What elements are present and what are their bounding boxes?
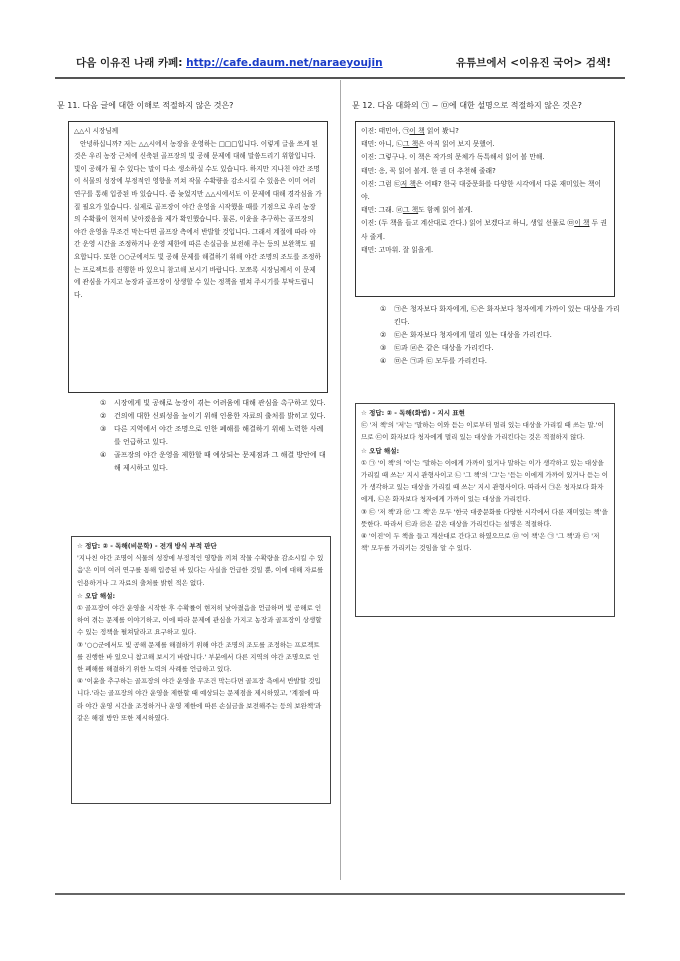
cafe-label: 다음 이유진 나래 카페: [76, 57, 187, 69]
answer-explanation: ㉢ '저 책'의 '저'는 '말하는 이와 듣는 이로부터 멀리 있는 대상을 가리킬 때 쓰는 말.'이므로 ㉢이 화자보다 청자에게 멀리 있는 대상을 가리킨다는 것은 적절하지 않다. [361, 421, 604, 442]
dialogue-line: 태민: 아니, ㉡그 책은 아직 읽어 보지 못했어. [361, 140, 495, 149]
wrong-heading: ☆ 오답 해설: [77, 591, 116, 600]
dialogue-line: 이진: 그럼 ㉢저 책은 어때? 한국 대중문화를 다양한 시각에서 다룬 재미있는 책이야. [361, 179, 602, 202]
wrong-item: ③ ㉢ '저 책'과 ㉣ '그 책'은 모두 '한국 대중문화를 다양한 시각에서 다룬 재미있는 책'을 뜻한다. 따라서 ㉢과 ㉣은 같은 대상을 가리킨다는 설명은 적절하다. [361, 507, 608, 528]
youtube-info: 유튜브에서 <이유진 국어> 검색! [455, 57, 611, 69]
option[interactable]: ① 시장에게 빛 공해로 농장이 겪는 어려움에 대해 관심을 촉구하고 있다. [100, 399, 326, 407]
wrong-item: ① ㉠ '이 책'의 '이'는 '말하는 이에게 가까이 있거나 말하는 이가 생각하고 있는 대상을 가리킬 때 쓰는' 지시 관형사이고 ㉡ '그 책'의 '그'는 '듣는 이에게 가까이 있거나 듣는 이가 생각하고 있는 대상을 가리킬 때 쓰는' 지시 관형사이다. 따라서 ㉠은 청자보다 화자에게, ㉡은 화자보다 청자에게 가까이 있는 대상을 가리킨다. [361, 458, 609, 504]
q12-options [380, 303, 620, 368]
column-divider [340, 80, 341, 880]
q12-title: 문 12. 다음 대화의 ㉠ ~ ㉤에 대한 설명으로 적절하지 않은 것은? [352, 101, 582, 110]
q11-passage [68, 121, 328, 393]
passage-body: 안녕하십니까? 저는 △△시에서 농장을 운영하는 □□□입니다. 이렇게 글을 쓰게 된 것은 우리 농장 근처에 신축된 골프장의 빛 공해 문제에 대해 말씀드리기 위함입니다. 빛이 공해가 될 수 있다는 말이 다소 생소하실 수도 있습니다. 하지만 지나친 야간 조명이 식물의 성장에 부정적인 영향을 끼쳐 작물 수확량을 감소시킬 수 있음은 이미 여러 연구를 통해 입증된 바 있습니다. 좀 늦었지만 △△시에서도 이 문제에 대해 경각심을 가질 필요가 있습니다. 실제로 골프장이 야간 운영을 시작했을 때를 기점으로 우리 농장의 수확률이 현저히 낮아졌음을 제가 확인했습니다. 물론, 이윤을 추구하는 골프장의 야간 운영을 무조건 막는다면 골프장 측에서 반발할 것입니다. 그래서 계절에 따라 야간 운영 시간을 조정하거나 운영 제한에 따른 손실금을 보전해 주는 등의 보완책도 필요합니다. 또한 ○○군에서도 빛 공해 문제를 해결하기 위해 야간 조명의 조도를 조정하는 프로젝트를 진행한 바 있으니 참고해 보시기 바랍니다. 모쪼록 시장님께서 이 문제에 관심을 가지고 농장과 골프장이 상생할 수 있는 정책을 펼쳐 주시기를 부탁드립니다. [74, 139, 322, 299]
q12-dialogue [355, 121, 615, 297]
cafe-link[interactable]: http://cafe.daum.net/naraeyoujin [186, 57, 383, 69]
answer-explanation: '지나친 야간 조명이 식물의 성장에 부정적인 영향을 끼쳐 작물 수확량을 감소시킬 수 있음'은 이미 여러 연구를 통해 입증된 바 있다는 사실을 언급한 것일 뿐, 이에 대해 자료를 인용하거나 그 자료의 출처를 밝힌 적은 없다. [77, 554, 324, 587]
dialogue-line: 태민: 고마워. 잘 읽을게. [361, 245, 434, 254]
passage-greeting: △△시 시장님께 [74, 127, 119, 135]
option[interactable]: ④ 골프장의 야간 운영을 제한할 때 예상되는 문제점과 그 해결 방안에 대해 제시하고 있다. [100, 451, 326, 472]
q11-title: 문 11. 다음 글에 대한 이해로 적절하지 않은 것은? [57, 101, 234, 110]
dialogue-line: 이진: 그렇구나. 이 책은 작가의 문체가 독특해서 읽어 볼 만해. [361, 153, 545, 162]
wrong-item: ① 골프장이 야간 운영을 시작한 후 수확률이 현저히 낮아졌음을 언급하며 빛 공해로 인하여 겪는 문제를 이야기하고, 이에 따라 문제에 관심을 가지고 농장과 골프장이 상생할 수 있는 정책을 펼쳐달라고 요구하고 있다. [77, 604, 322, 637]
footer-divider [55, 893, 625, 895]
dialogue-line: 이진: 태민아, ㉠이 책 읽어 봤니? [361, 127, 459, 135]
q11-answer-box [71, 536, 331, 804]
q12-answer-box [355, 403, 615, 617]
header-divider [55, 77, 625, 79]
q11-options [100, 397, 330, 475]
dialogue-line: 이진: (두 책을 들고 계산대로 간다.) 읽어 보겠다고 하니, 생일 선물로 ㉤이 책 두 권 사 줄게. [361, 219, 607, 241]
cafe-info [76, 55, 383, 70]
wrong-item: ④ '이진'이 두 책을 들고 계산대로 간다고 하였으므로 ㉤ '이 책'은 ㉠ '그 책'과 ㉢ '저 책' 모두를 가리키는 것임을 알 수 있다. [361, 532, 600, 553]
option[interactable]: ① ㉠은 청자보다 화자에게, ㉡은 화자보다 청자에게 가까이 있는 대상을 가리킨다. [380, 305, 620, 326]
answer-heading: ☆ 정답: ② - 독해(화법) - 지시 표현 [361, 409, 465, 417]
wrong-item: ③ '○○군에서도 빛 공해 문제를 해결하기 위해 야간 조명의 조도를 조정하는 프로젝트를 진행한 바 있으니 참고해 보시기 바랍니다.' 부분에서 다른 지역의 야간 조명으로 인한 폐해를 해결하기 위한 노력의 사례를 언급하고 있다. [77, 640, 320, 674]
option[interactable]: ② 건의에 대한 신뢰성을 높이기 위해 인용한 자료의 출처를 밝히고 있다. [100, 412, 326, 420]
wrong-heading: ☆ 오답 해설: [361, 446, 400, 455]
page-header [76, 55, 611, 71]
wrong-item: ④ '이윤을 추구하는 골프장의 야간 운영을 무조건 막는다면 골프장 측에서 반발할 것입니다.'라는 골프장의 야간 운영을 제한할 때 예상되는 문제점을 제시하였고, '계절에 따라 야간 운영 시간을 조정하거나 운영 제한에 따른 손실금을 보전해주는 등의 보완책'과 같은 해결 방안 또한 제시하였다. [77, 677, 322, 722]
option[interactable]: ② ㉢은 화자보다 청자에게 멀리 있는 대상을 가리킨다. [380, 331, 552, 339]
answer-heading: ☆ 정답: ② - 독해(비문학) - 전개 방식 부적 판단 [77, 542, 217, 550]
option[interactable]: ④ ㉤은 ㉠과 ㉢ 모두를 가리킨다. [380, 357, 487, 365]
option[interactable]: ③ 다른 지역에서 야간 조명으로 인한 폐해를 해결하기 위해 노력한 사례를 언급하고 있다. [100, 425, 324, 446]
dialogue-line: 태민: 응, 꼭 읽어 볼게. 한 권 더 추천해 줄래? [361, 166, 496, 175]
dialogue-line: 태민: 그래. ㉣그 책도 함께 읽어 볼게. [361, 206, 473, 215]
option[interactable]: ③ ㉢과 ㉣은 같은 대상을 가리킨다. [380, 344, 494, 352]
